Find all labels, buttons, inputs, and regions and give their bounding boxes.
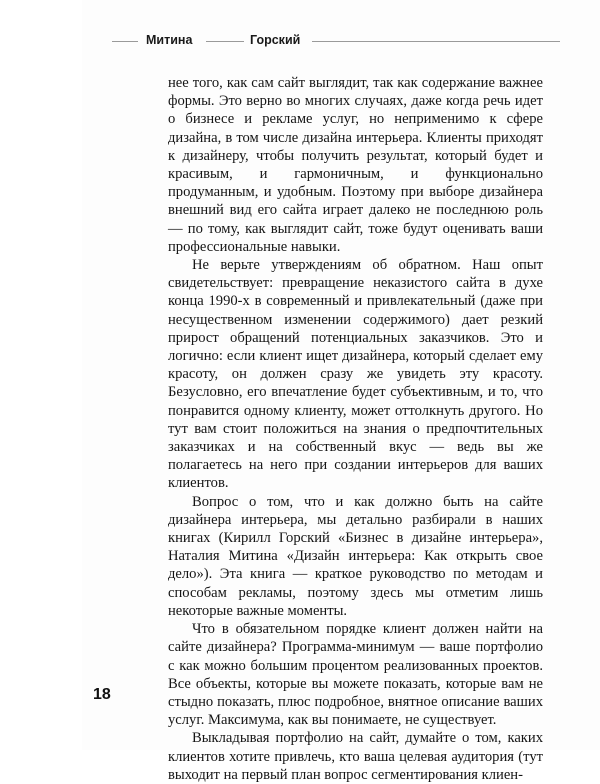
paragraph: Вопрос о том, что и как должно быть на сайте дизайнера интерьера, мы детально разбирали в наших книгах (Кирилл Горский «Бизнес в дизайне интерьера», Наталия Митина «Дизайн интерьера: Как открыть свое дело»). Эта книга — краткое руководство по методам и способам рекламы, поэтому здесь мы отметим лишь некоторые важные моменты.	[168, 493, 543, 619]
paragraph: Что в обязательном порядке клиент должен найти на сайте дизайнера? Программа-минимум — ваше портфолио с как можно большим процентом реализованных проектов. Все объекты, которые вы можете показать, которые вам не стыдно показать, плюс подробное, внятное описание ваших услуг. Максимума, как вы понимаете, не существует.	[168, 621, 543, 729]
header-author-gorsky: Горский	[250, 33, 301, 47]
header-author-mitina: Митина	[146, 33, 193, 47]
body-text	[168, 74, 543, 784]
paragraph: нее того, как сам сайт выглядит, так как содержание важнее формы. Это верно во многих случаях, даже когда речь идет о бизнесе и рекламе услуг, но неприменимо к сфере дизайна, в том числе дизайна интерьера. Клиенты приходят к дизайнеру, чтобы получить результат, который будет и красивым, и гармоничным, и функционально продуманным, и удобным. Поэтому при выборе дизайнера внешний вид его сайта играет далеко не последнюю роль — по тому, как выглядит сайт, тоже будут оценивать ваши профессиональные навыки.	[168, 75, 543, 255]
running-header	[112, 33, 560, 53]
paragraph: Не верьте утверждениям об обратном. Наш опыт свидетельствует: превращение неказистого сайта в духе конца 1990-х в современный и привлекательный (даже при несущественном изменении содержимого) дает резкий прирост обращений потенциальных заказчиков. Это и логично: если клиент ищет дизайнера, который сделает ему красоту, он должен сразу же увидеть эту красоту. Безусловно, его впечатление будет субъективным, и то, что понравится одному клиенту, может оттолкнуть другого. Но тут вам стоит положиться на знания о предпочтительных заказчиках и на собственный вкус — ведь вы же полагаетесь на него при создании интерьеров для ваших клиентов.	[168, 257, 543, 492]
header-rule	[206, 41, 244, 42]
page-margin	[0, 0, 82, 750]
paragraph: Выкладывая портфолио на сайт, думайте о том, каких клиентов хотите привлечь, кто ваша целевая аудитория (тут выходит на первый план вопрос сегментирования клиен-	[168, 730, 543, 783]
header-rule	[112, 41, 138, 42]
page-number: 18	[93, 686, 111, 703]
header-rule	[312, 41, 560, 42]
